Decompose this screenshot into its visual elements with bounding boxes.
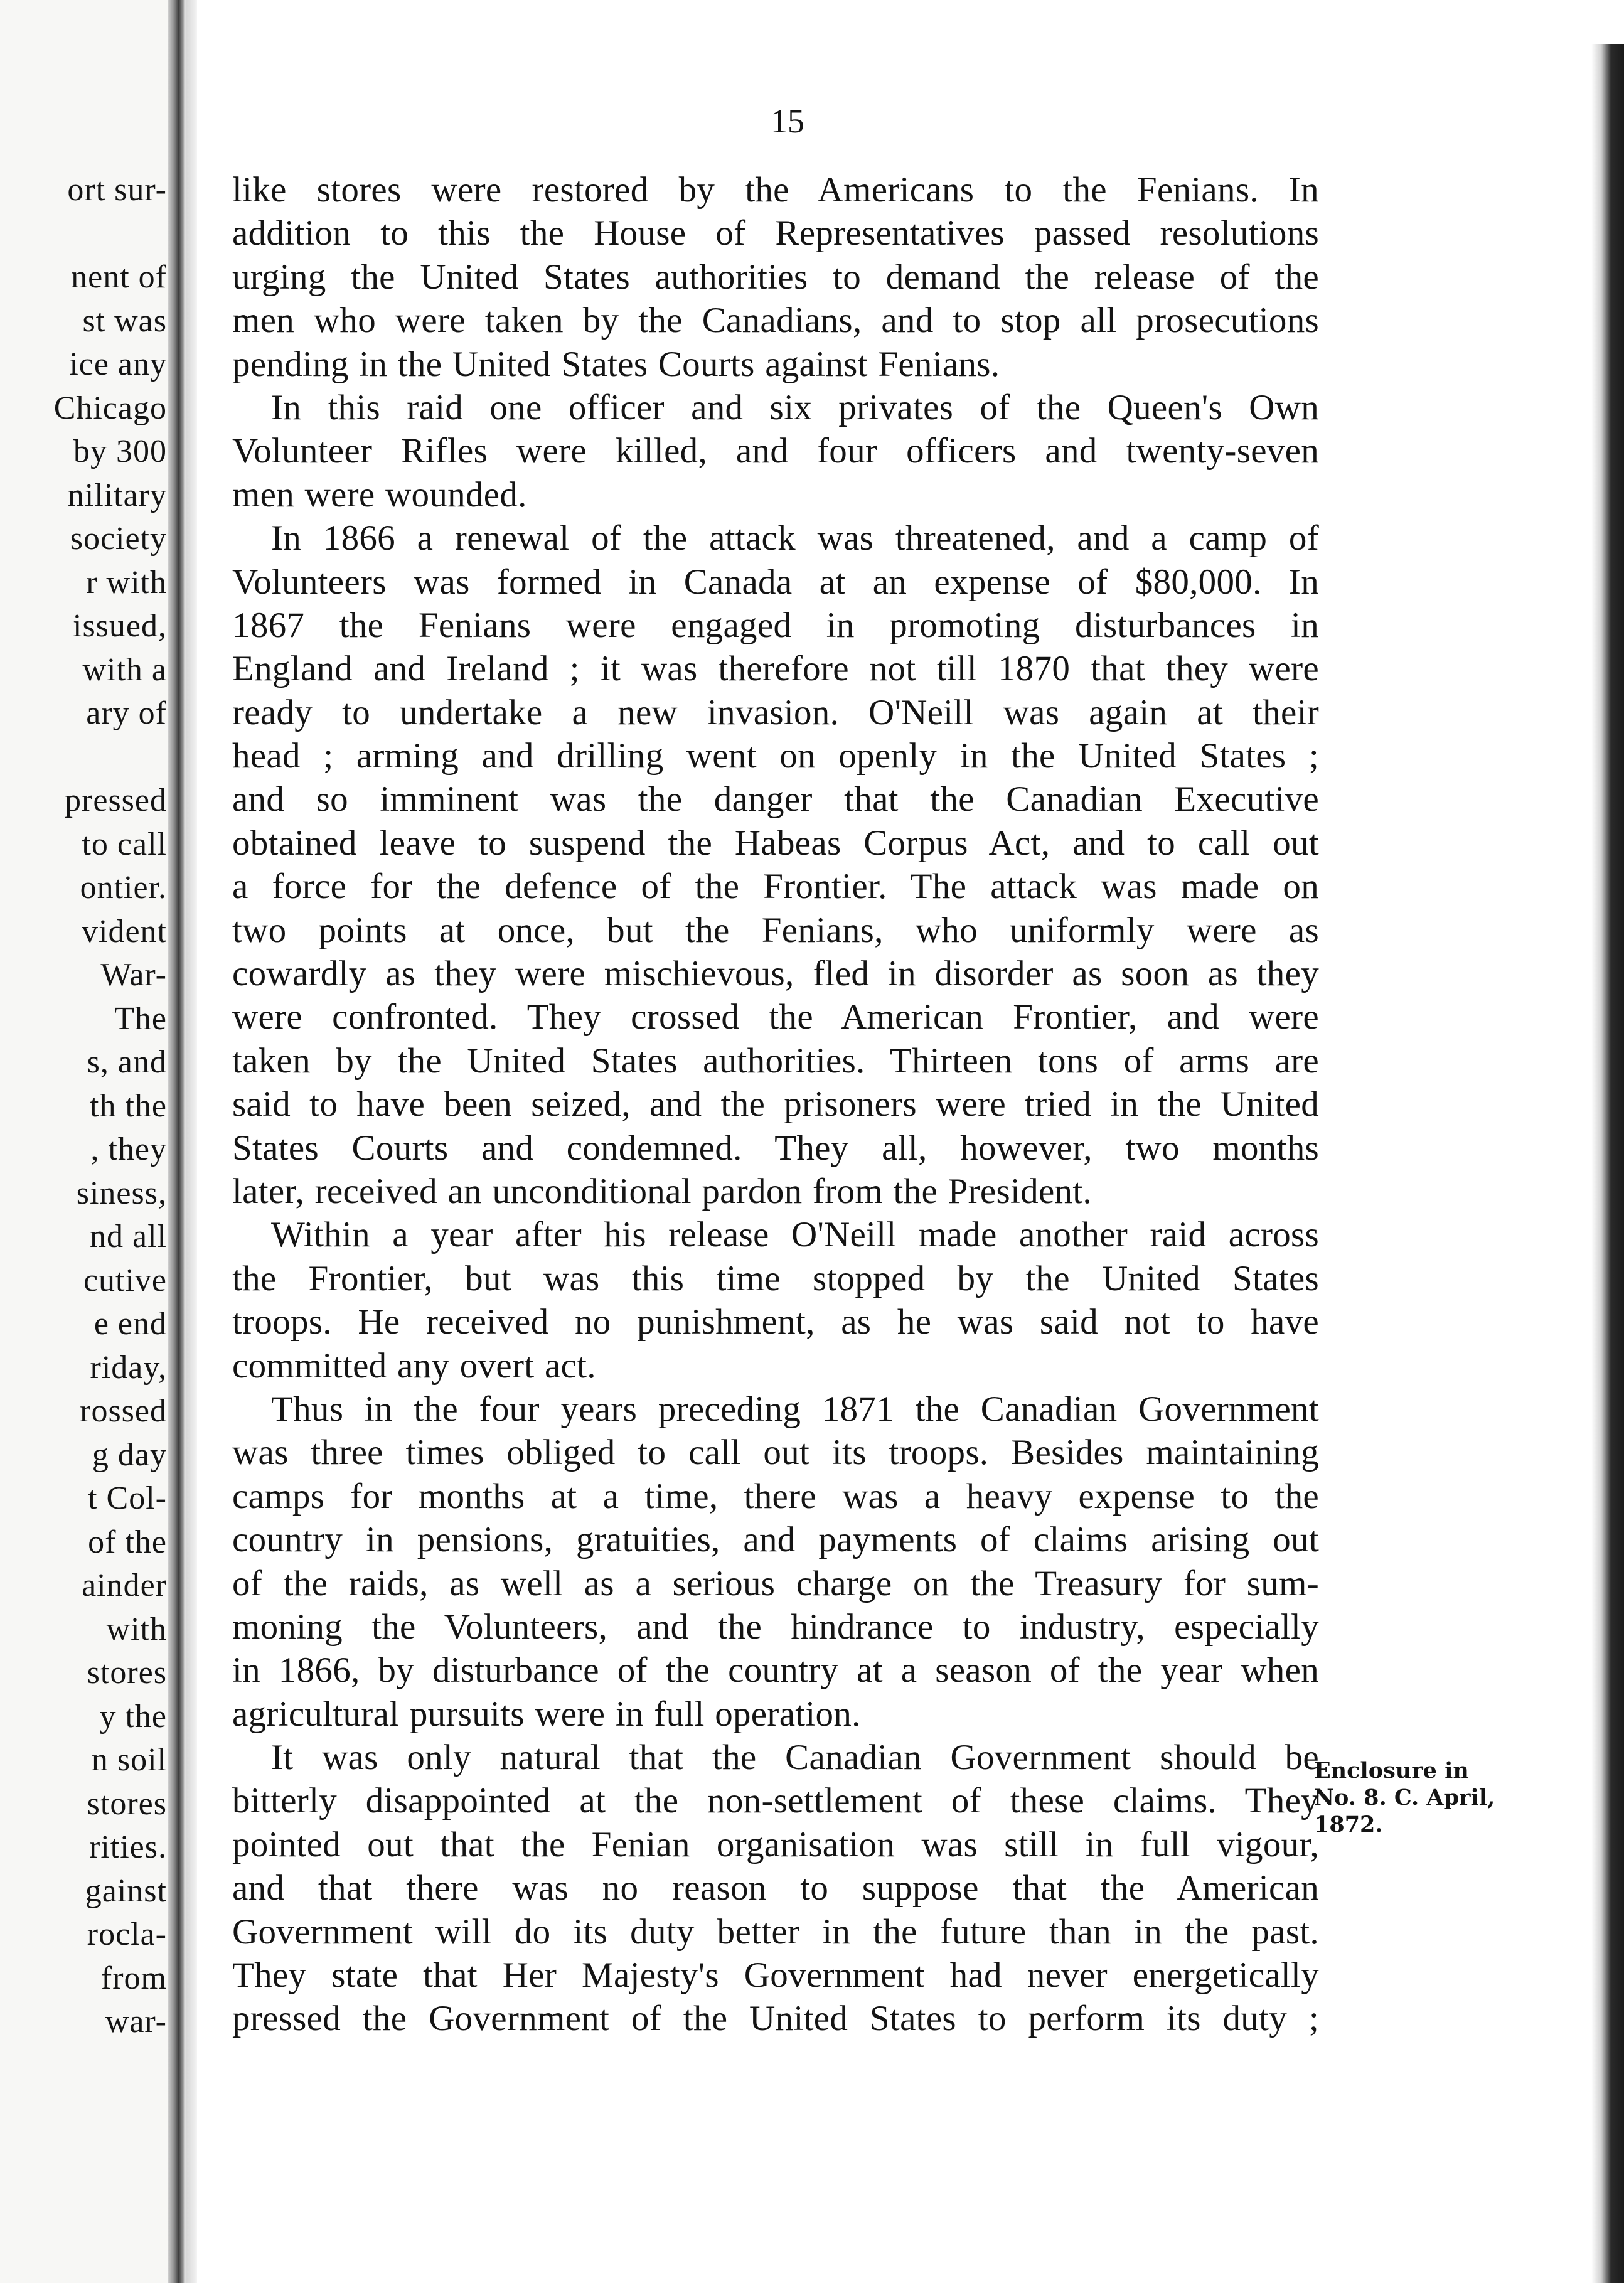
text-line: camps for months at a time, there was a heavy expense to the	[232, 1476, 1319, 1516]
facing-page-line: y the	[99, 1698, 167, 1735]
facing-page-line: rities.	[89, 1829, 167, 1865]
facing-page-line: with	[106, 1611, 167, 1647]
text-line: said to have been seized, and the prisoners were tried in the United	[232, 1084, 1319, 1125]
paragraph	[232, 1213, 1319, 1387]
text-line: two points at once, but the Fenians, who uniformly were as	[232, 910, 1319, 950]
facing-page-line	[54, 212, 167, 256]
text-line: 1867 the Fenians were engaged in promoting disturbances in	[232, 605, 1319, 645]
paragraph	[232, 386, 1319, 516]
text-line: ready to undertake a new invasion. O'Neill was again at their	[232, 692, 1319, 732]
text-line: In this raid one officer and six privates of the Queen's Own	[271, 387, 1319, 427]
text-line: urging the United States authorities to demand the release of the	[232, 257, 1319, 297]
facing-page-line: rossed	[80, 1393, 167, 1429]
facing-page-line: st was	[82, 302, 167, 339]
facing-page-line: g day	[92, 1436, 167, 1473]
text-line: later, received an unconditional pardon from the President.	[232, 1171, 1092, 1211]
text-line: Within a year after his release O'Neill made another raid across	[271, 1215, 1319, 1255]
facing-page-line: with a	[82, 651, 167, 688]
text-line: committed any overt act.	[232, 1345, 596, 1386]
text-line: Thus in the four years preceding 1871 the Canadian Government	[271, 1389, 1319, 1429]
margin-note-line: Enclosure in	[1314, 1758, 1469, 1783]
text-line: men who were taken by the Canadians, and to stop all prosecutions	[232, 301, 1319, 341]
facing-page-line: nent of	[71, 259, 167, 295]
text-line: Government will do its duty better in the future than in the past.	[232, 1911, 1319, 1952]
facing-page-line: e end	[93, 1306, 167, 1342]
text-line: It was only natural that the Canadian Government should be	[271, 1738, 1319, 1778]
margin-note-line: 1872.	[1314, 1812, 1383, 1837]
margin-note	[1314, 1757, 1584, 1838]
facing-page-line: stores	[87, 1655, 167, 1691]
facing-page-line: of the	[88, 1524, 167, 1560]
text-line: and that there was no reason to suppose that the American	[232, 1868, 1319, 1908]
paragraph	[232, 168, 1319, 386]
text-line: moning the Volunteers, and the hindrance to industry, especially	[232, 1607, 1319, 1647]
text-line: country in pensions, gratuities, and payments of claims arising out	[232, 1520, 1319, 1560]
text-line: They state that Her Majesty's Government had never energetically	[232, 1955, 1319, 1996]
facing-page-line: stores	[87, 1785, 167, 1822]
facing-page-line: t Col-	[88, 1480, 167, 1516]
facing-page-line: ort sur-	[67, 172, 167, 208]
text-line: Volunteer Rifles were killed, and four officers and twenty-seven	[232, 431, 1319, 471]
facing-page-line: by 300	[73, 434, 167, 469]
paragraph	[232, 1387, 1319, 1736]
facing-page-line: ary of	[86, 695, 167, 731]
facing-page-line: pressed	[65, 783, 167, 818]
text-line: head ; arming and drilling went on openly in the United States ;	[232, 736, 1319, 776]
facing-page-line: cutive	[83, 1262, 167, 1298]
text-line: of the raids, as well as a serious charge on the Treasury for sum-	[232, 1563, 1319, 1603]
facing-page-line: to call	[82, 826, 167, 862]
text-line: troops. He received no punishment, as he was said not to have	[232, 1302, 1319, 1342]
page-number: 15	[771, 102, 804, 140]
facing-page-line: siness,	[76, 1175, 167, 1211]
text-line: was three times obliged to call out its troops. Besides maintaining	[232, 1433, 1319, 1473]
facing-page-line: , they	[90, 1131, 167, 1167]
facing-page-line: vident	[82, 913, 167, 949]
facing-page-line: ice any	[69, 346, 167, 382]
text-line: pending in the United States Courts against Fenians.	[232, 344, 1000, 384]
facing-page-text	[54, 168, 167, 2044]
text-line: pointed out that the Fenian organisation was still in full vigour,	[232, 1824, 1319, 1864]
facing-page-line: War-	[100, 957, 167, 993]
facing-page-line: war-	[105, 2004, 167, 2040]
facing-page-line: n soil	[91, 1742, 167, 1778]
facing-page-line: issued,	[73, 608, 167, 644]
facing-page-line: nd all	[90, 1219, 167, 1254]
book-gutter-highlight	[186, 0, 197, 2283]
paragraph	[232, 516, 1319, 1213]
facing-page-line: Chicago	[53, 390, 167, 426]
margin-note-line: No. 8. C. April,	[1314, 1785, 1495, 1810]
facing-page-line: society	[70, 521, 167, 557]
text-line: States Courts and condemned. They all, however, two months	[232, 1128, 1319, 1168]
facing-page-line: th the	[90, 1088, 167, 1124]
text-line: the Frontier, but was this time stopped by the United States	[232, 1258, 1319, 1298]
facing-page-line: from	[100, 1960, 167, 1996]
text-line: in 1866, by disturbance of the country at a season of the year when	[232, 1650, 1319, 1691]
text-line: bitterly disappointed at the non-settlement of these claims. They	[232, 1781, 1319, 1821]
facing-page-fragment	[0, 0, 168, 2283]
facing-page-line: rocla-	[87, 1917, 167, 1952]
text-line: addition to this the House of Representatives passed resolutions	[232, 213, 1319, 254]
facing-page-line: gainst	[85, 1873, 167, 1909]
text-line: men were wounded.	[232, 474, 527, 515]
page-edge-shadow	[1591, 44, 1624, 2283]
facing-page-line: ainder	[82, 1568, 167, 1603]
paragraph	[232, 1736, 1319, 2041]
book-gutter	[168, 0, 186, 2283]
text-line: a force for the defence of the Frontier. The attack was made on	[232, 867, 1319, 907]
text-line: England and Ireland ; it was therefore not till 1870 that they were	[232, 649, 1319, 689]
text-line: Volunteers was formed in Canada at an expense of $80,000. In	[232, 562, 1319, 602]
text-line: were confronted. They crossed the American Frontier, and were	[232, 997, 1319, 1037]
text-line: In 1866 a renewal of the attack was threatened, and a camp of	[271, 518, 1319, 559]
text-line: like stores were restored by the Americans to the Fenians. In	[232, 170, 1319, 210]
text-line: pressed the Government of the United States to perform its duty ;	[232, 1999, 1319, 2039]
body-text	[232, 168, 1319, 2041]
facing-page-line: The	[114, 1000, 167, 1037]
facing-page-line: s, and	[87, 1044, 167, 1080]
text-line: and so imminent was the danger that the Canadian Executive	[232, 779, 1319, 820]
text-line: agricultural pursuits were in full operation.	[232, 1694, 861, 1734]
text-line: cowardly as they were mischievous, fled in disorder as soon as they	[232, 954, 1319, 994]
text-line: taken by the United States authorities. Thirteen tons of arms are	[232, 1040, 1319, 1081]
facing-page-line: r with	[86, 564, 167, 601]
facing-page-line: ontier.	[80, 870, 167, 906]
facing-page-line: nilitary	[67, 477, 167, 513]
text-line: obtained leave to suspend the Habeas Corpus Act, and to call out	[232, 823, 1319, 863]
facing-page-line: riday,	[90, 1349, 167, 1386]
facing-page-line	[54, 735, 167, 779]
